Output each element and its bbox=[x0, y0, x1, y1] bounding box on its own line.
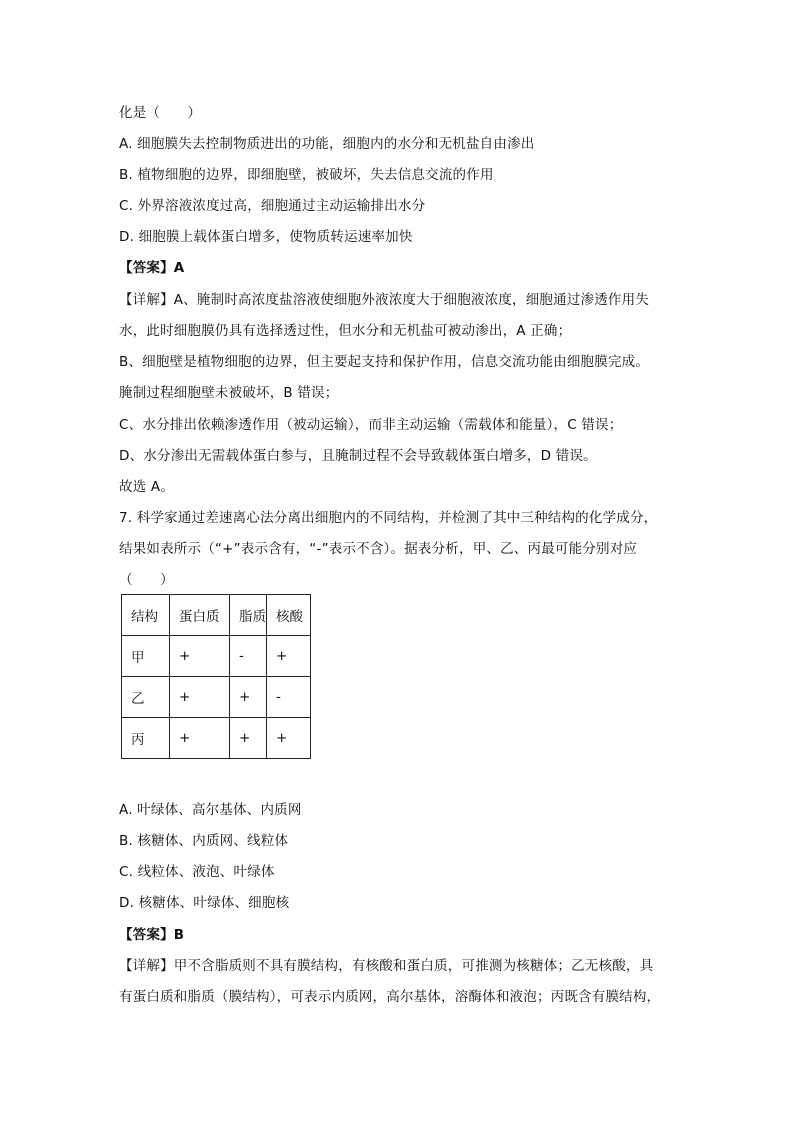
table-header-row bbox=[122, 595, 311, 636]
q6-option-c: C. 外界溶液浓度过高，细胞通过主动运输排出水分 bbox=[119, 198, 426, 214]
table-row bbox=[122, 677, 311, 718]
table-cell: + bbox=[230, 677, 267, 718]
q6-option-d: D. 细胞膜上载体蛋白增多，使物质转运速率加快 bbox=[119, 229, 413, 245]
table-header-cell: 脂质 bbox=[230, 595, 267, 636]
q6-detail-line-4: 腌制过程细胞壁未被破坏，B 错误； bbox=[119, 385, 339, 401]
table-cell: + bbox=[170, 677, 230, 718]
q6-detail-line-1: 【详解】A、腌制时高浓度盐溶液使细胞外液浓度大于细胞液浓度，细胞通过渗透作用失 bbox=[119, 292, 650, 308]
table-cell: 甲 bbox=[122, 636, 170, 677]
composition-table bbox=[121, 594, 311, 759]
q6-option-a: A. 细胞膜失去控制物质进出的功能，细胞内的水分和无机盐自由渗出 bbox=[119, 136, 535, 152]
q7-stem-line-1: 7. 科学家通过差速离心法分离出细胞内的不同结构，并检测了其中三种结构的化学成分， bbox=[119, 510, 658, 526]
table-cell: 乙 bbox=[122, 677, 170, 718]
q6-answer: 【答案】A bbox=[119, 260, 185, 276]
q7-option-c: C. 线粒体、液泡、叶绿体 bbox=[119, 864, 275, 880]
q6-detail-line-7: 故选 A。 bbox=[119, 479, 175, 495]
q6-detail-line-2: 水，此时细胞膜仍具有选择透过性，但水分和无机盐可被动渗出，A 正确； bbox=[119, 323, 572, 339]
q6-detail-line-6: D、水分渗出无需载体蛋白参与，且腌制过程不会导致载体蛋白增多，D 错误。 bbox=[119, 448, 597, 464]
q7-stem-line-2: 结果如表所示（“+”表示含有，“-”表示不含）。据表分析，甲、乙、丙最可能分别对应 bbox=[119, 541, 638, 557]
q7-detail-line-1: 【详解】甲不含脂质则不具有膜结构，有核酸和蛋白质，可推测为核糖体；乙无核酸，具 bbox=[119, 958, 654, 974]
q7-stem-line-3: （ ） bbox=[119, 572, 174, 588]
q7-option-b: B. 核糖体、内质网、线粒体 bbox=[119, 833, 289, 849]
table-cell: 丙 bbox=[122, 718, 170, 759]
table-row bbox=[122, 718, 311, 759]
table-cell: - bbox=[267, 677, 311, 718]
table-cell: + bbox=[170, 718, 230, 759]
table-cell: - bbox=[230, 636, 267, 677]
q7-option-d: D. 核糖体、叶绿体、细胞核 bbox=[119, 895, 290, 911]
q6-detail-line-5: C、水分排出依赖渗透作用（被动运输），而非主动运输（需载体和能量），C 错误； bbox=[119, 417, 623, 433]
table-cell: + bbox=[267, 718, 311, 759]
table-header-cell: 蛋白质 bbox=[170, 595, 230, 636]
table-row bbox=[122, 636, 311, 677]
table-cell: + bbox=[170, 636, 230, 677]
table-header-cell: 核酸 bbox=[267, 595, 311, 636]
table-cell: + bbox=[267, 636, 311, 677]
q6-stem-tail: 化是（ ） bbox=[119, 105, 202, 121]
q7-answer: 【答案】B bbox=[119, 927, 185, 943]
table-cell: + bbox=[230, 718, 267, 759]
q6-detail-line-3: B、细胞壁是植物细胞的边界，但主要起支持和保护作用，信息交流功能由细胞膜完成。 bbox=[119, 354, 650, 370]
q7-detail-line-2: 有蛋白质和脂质（膜结构），可表示内质网，高尔基体，溶酶体和液泡；丙既含有膜结构， bbox=[119, 989, 661, 1005]
q7-option-a: A. 叶绿体、高尔基体、内质网 bbox=[119, 802, 302, 818]
table-header-cell: 结构 bbox=[122, 595, 170, 636]
q6-option-b: B. 植物细胞的边界，即细胞壁，被破坏，失去信息交流的作用 bbox=[119, 167, 494, 183]
